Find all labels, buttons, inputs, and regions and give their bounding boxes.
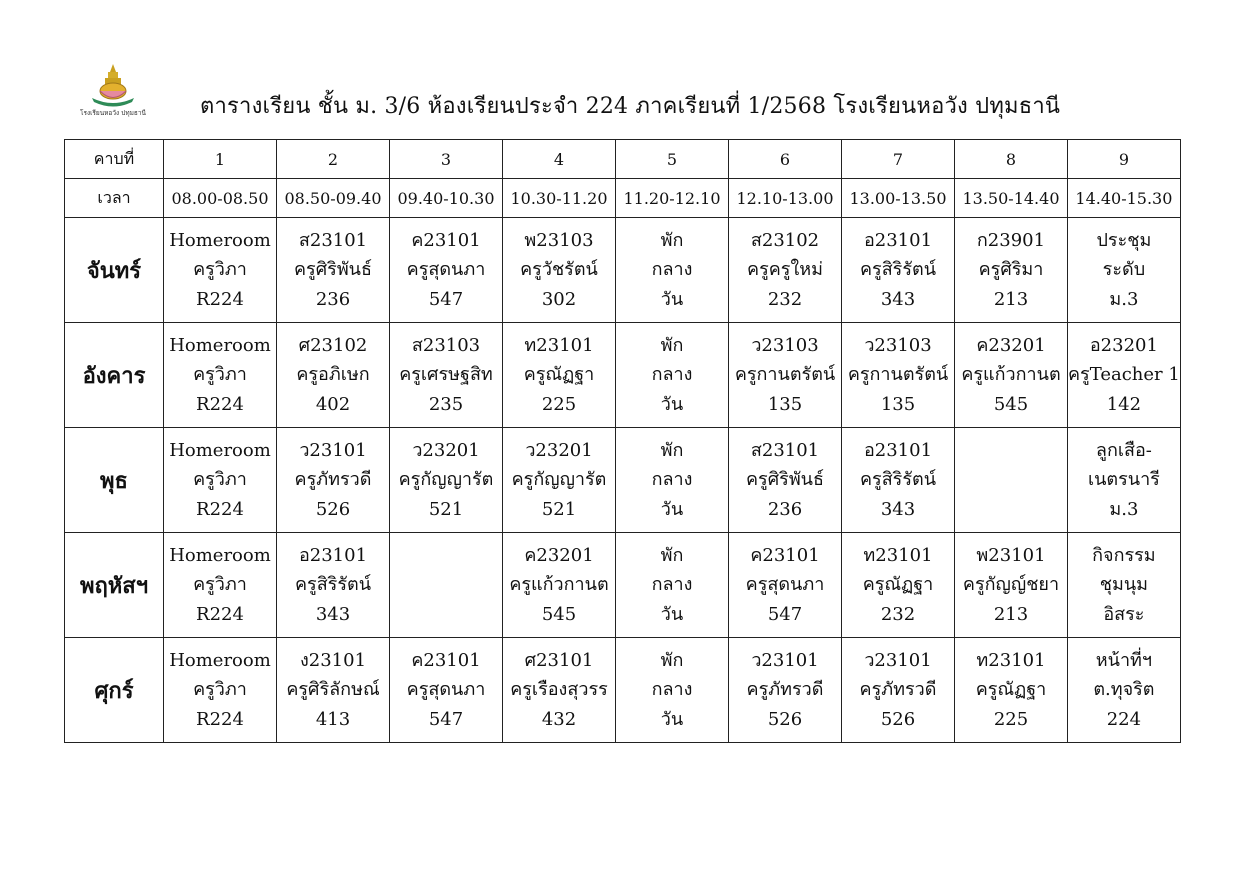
school-logo	[78, 60, 148, 118]
teacher-name: ครูเรืองสุวรร	[510, 679, 608, 701]
time-slot: 08.00-08.50	[164, 179, 277, 218]
teacher-name: ครูวิภา	[193, 469, 247, 491]
page-title: ตารางเรียน ชั้น ม. 3/6 ห้องเรียนประจำ 224 ภาคเรียนที่ 1/2568 โรงเรียนหอวัง ปทุมธานี	[200, 94, 1061, 119]
teacher-name	[955, 465, 1067, 495]
teacher-name: ครูสุดนภา	[745, 574, 825, 596]
subject-code: ว23103	[864, 334, 932, 356]
room-number: R224	[196, 498, 244, 520]
class-cell	[842, 323, 955, 428]
subject-code: ท23101	[524, 334, 594, 356]
day-row	[65, 323, 1181, 428]
time-slot: 13.50-14.40	[955, 179, 1068, 218]
room-number: 547	[428, 708, 464, 730]
class-cell	[616, 323, 729, 428]
class-cell	[729, 638, 842, 743]
subject-code: ง23101	[299, 649, 367, 671]
class-cell	[616, 428, 729, 533]
time-header: เวลา	[65, 179, 164, 218]
subject-code: ท23101	[863, 544, 933, 566]
teacher-name: ครูศิริมา	[978, 259, 1044, 281]
room-number: 135	[767, 393, 803, 415]
subject-code: ค23101	[411, 229, 481, 251]
room-number: 232	[767, 288, 803, 310]
subject-code: ค23101	[411, 649, 481, 671]
subject-code: ท23101	[976, 649, 1046, 671]
teacher-name: ครูสิริรัตน์	[294, 574, 372, 596]
teacher-name: ครูสุดนภา	[406, 679, 486, 701]
subject-code: ส23101	[298, 229, 368, 251]
subject-code: ว23101	[751, 649, 819, 671]
class-cell	[390, 533, 503, 638]
subject-code: พัก	[660, 544, 684, 566]
teacher-name: ครูกานตรัตน์	[847, 364, 949, 386]
class-cell	[390, 638, 503, 743]
subject-code: ประชุม	[1096, 229, 1152, 251]
subject-code: ว23101	[864, 649, 932, 671]
period-number: 8	[955, 140, 1068, 179]
subject-code: พ23103	[524, 229, 594, 251]
room-number: 142	[1106, 393, 1142, 415]
class-cell	[277, 218, 390, 323]
room-number: อิสระ	[1103, 603, 1145, 625]
teacher-name: ครูTeacher 1	[1068, 364, 1180, 386]
subject-code	[390, 541, 502, 571]
subject-code: ส23103	[411, 334, 481, 356]
logo-caption: โรงเรียนหอวัง ปทุมธานี	[80, 109, 146, 117]
subject-code: พัก	[660, 334, 684, 356]
teacher-name: ครูศิริพันธ์	[746, 469, 824, 491]
class-cell	[955, 428, 1068, 533]
subject-code: ว23201	[412, 439, 480, 461]
subject-code: Homeroom	[169, 334, 271, 356]
time-slot: 12.10-13.00	[729, 179, 842, 218]
room-number: 343	[880, 288, 916, 310]
class-cell	[729, 323, 842, 428]
class-cell	[616, 638, 729, 743]
room-number: 547	[767, 603, 803, 625]
room-number: 302	[541, 288, 577, 310]
day-row	[65, 218, 1181, 323]
room-number: 521	[541, 498, 577, 520]
teacher-name: ครูภัทรวดี	[294, 469, 372, 491]
subject-code: ศ23101	[524, 649, 594, 671]
teacher-name: ครูณัฏฐา	[523, 364, 595, 386]
subject-code: ค23201	[524, 544, 594, 566]
teacher-name: ระดับ	[1102, 259, 1146, 281]
room-number: 545	[993, 393, 1029, 415]
room-number: 135	[880, 393, 916, 415]
teacher-name: ครูวิภา	[193, 364, 247, 386]
class-cell	[277, 323, 390, 428]
subject-code: Homeroom	[169, 649, 271, 671]
room-number: 547	[428, 288, 464, 310]
class-cell	[729, 218, 842, 323]
subject-code: อ23101	[863, 439, 933, 461]
room-number: 521	[428, 498, 464, 520]
room-number: 545	[541, 603, 577, 625]
teacher-name: กลาง	[651, 574, 693, 596]
time-row	[65, 179, 1181, 218]
class-cell	[1068, 323, 1181, 428]
room-number: R224	[196, 708, 244, 730]
subject-code: อ23201	[1089, 334, 1158, 356]
subject-code: ว23103	[751, 334, 819, 356]
class-cell	[955, 218, 1068, 323]
class-cell	[390, 218, 503, 323]
teacher-name: ครูกัญญารัต	[398, 469, 494, 491]
day-name: พฤหัสฯ	[65, 533, 164, 638]
subject-code: ส23102	[750, 229, 820, 251]
subject-code: Homeroom	[169, 229, 271, 251]
teacher-name: ครูสุดนภา	[406, 259, 486, 281]
class-cell	[503, 428, 616, 533]
period-header: คาบที่	[65, 140, 164, 179]
class-cell	[1068, 428, 1181, 533]
time-slot: 08.50-09.40	[277, 179, 390, 218]
period-row	[65, 140, 1181, 179]
room-number: 235	[428, 393, 464, 415]
day-name: จันทร์	[65, 218, 164, 323]
period-number: 4	[503, 140, 616, 179]
subject-code: ว23201	[525, 439, 593, 461]
subject-code: ส23101	[750, 439, 820, 461]
subject-code: พัก	[660, 439, 684, 461]
subject-code: อ23101	[863, 229, 933, 251]
teacher-name: ครูวัชรัตน์	[520, 259, 598, 281]
room-number: วัน	[660, 288, 684, 310]
teacher-name: ครูศิริลักษณ์	[286, 679, 380, 701]
room-number: 343	[880, 498, 916, 520]
subject-code: ลูกเสือ-	[1095, 439, 1152, 461]
class-cell	[277, 638, 390, 743]
subject-code: Homeroom	[169, 439, 271, 461]
class-cell	[277, 428, 390, 533]
teacher-name: กลาง	[651, 259, 693, 281]
subject-code: ก23901	[976, 229, 1046, 251]
teacher-name	[390, 570, 502, 600]
teacher-name: ครูสิริรัตน์	[859, 469, 937, 491]
class-cell	[164, 218, 277, 323]
class-cell	[955, 533, 1068, 638]
subject-code: พัก	[660, 649, 684, 671]
day-name: ศุกร์	[65, 638, 164, 743]
room-number: 432	[541, 708, 577, 730]
class-cell	[503, 218, 616, 323]
class-cell	[503, 533, 616, 638]
class-cell	[955, 638, 1068, 743]
teacher-name: ครูสิริรัตน์	[859, 259, 937, 281]
subject-code: ค23201	[976, 334, 1046, 356]
day-name: อังคาร	[65, 323, 164, 428]
class-cell	[842, 218, 955, 323]
room-number: R224	[196, 393, 244, 415]
day-row	[65, 638, 1181, 743]
teacher-name: ครูเศรษฐสิท	[399, 364, 493, 386]
teacher-name: ครูวิภา	[193, 259, 247, 281]
time-slot: 13.00-13.50	[842, 179, 955, 218]
subject-code: หน้าที่ฯ	[1095, 649, 1153, 671]
room-number: 402	[315, 393, 351, 415]
schedule-table	[64, 139, 1181, 743]
room-number: วัน	[660, 393, 684, 415]
period-number: 9	[1068, 140, 1181, 179]
class-cell	[390, 428, 503, 533]
period-number: 1	[164, 140, 277, 179]
day-name: พุธ	[65, 428, 164, 533]
subject-code: Homeroom	[169, 544, 271, 566]
class-cell	[955, 323, 1068, 428]
class-cell	[164, 638, 277, 743]
teacher-name: ครูกัญญารัต	[511, 469, 607, 491]
teacher-name: ครูแก้วกานต	[961, 364, 1061, 386]
teacher-name: เนตรนารี	[1087, 469, 1160, 491]
class-cell	[729, 533, 842, 638]
period-number: 7	[842, 140, 955, 179]
period-number: 2	[277, 140, 390, 179]
class-cell	[164, 533, 277, 638]
room-number: 526	[315, 498, 351, 520]
room-number: วัน	[660, 708, 684, 730]
room-number: 526	[767, 708, 803, 730]
teacher-name: กลาง	[651, 364, 693, 386]
teacher-name: ครูภัทรวดี	[859, 679, 937, 701]
class-cell	[164, 428, 277, 533]
teacher-name: ครูกัญญ์ชยา	[962, 574, 1060, 596]
teacher-name: ชุมนุม	[1099, 574, 1149, 596]
teacher-name: ต.ทุจริต	[1093, 679, 1155, 701]
teacher-name: ครูภัทรวดี	[746, 679, 824, 701]
room-number: 343	[315, 603, 351, 625]
room-number: 225	[541, 393, 577, 415]
class-cell	[503, 638, 616, 743]
teacher-name: ครูวิภา	[193, 679, 247, 701]
room-number: 213	[993, 288, 1029, 310]
room-number: 224	[1106, 708, 1142, 730]
time-slot: 09.40-10.30	[390, 179, 503, 218]
teacher-name: กลาง	[651, 469, 693, 491]
room-number: ม.3	[1109, 498, 1139, 520]
subject-code: กิจกรรม	[1092, 544, 1156, 566]
room-number: R224	[196, 288, 244, 310]
period-number: 5	[616, 140, 729, 179]
room-number: ม.3	[1109, 288, 1139, 310]
teacher-name: ครูณัฏฐา	[975, 679, 1047, 701]
teacher-name: ครูแก้วกานต	[509, 574, 609, 596]
class-cell	[390, 323, 503, 428]
room-number: 225	[993, 708, 1029, 730]
room-number: 236	[315, 288, 351, 310]
room-number: วัน	[660, 498, 684, 520]
subject-code: ว23101	[299, 439, 367, 461]
room-number: 526	[880, 708, 916, 730]
class-cell	[503, 323, 616, 428]
subject-code: อ23101	[298, 544, 368, 566]
class-cell	[842, 638, 955, 743]
period-number: 3	[390, 140, 503, 179]
class-cell	[164, 323, 277, 428]
room-number: 213	[993, 603, 1029, 625]
class-cell	[1068, 638, 1181, 743]
class-cell	[1068, 533, 1181, 638]
class-cell	[616, 533, 729, 638]
room-number: 232	[880, 603, 916, 625]
period-number: 6	[729, 140, 842, 179]
teacher-name: ครูครูใหม่	[747, 259, 823, 281]
subject-code: พ23101	[976, 544, 1046, 566]
room-number	[390, 600, 502, 630]
class-cell	[842, 533, 955, 638]
subject-code: พัก	[660, 229, 684, 251]
class-cell	[842, 428, 955, 533]
subject-code	[955, 436, 1067, 466]
room-number	[955, 495, 1067, 525]
time-slot: 10.30-11.20	[503, 179, 616, 218]
class-cell	[729, 428, 842, 533]
room-number: R224	[196, 603, 244, 625]
teacher-name: ครูณัฏฐา	[862, 574, 934, 596]
teacher-name: ครูอภิเษก	[296, 364, 370, 386]
subject-code: ศ23102	[298, 334, 368, 356]
day-row	[65, 533, 1181, 638]
time-slot: 14.40-15.30	[1068, 179, 1181, 218]
class-cell	[616, 218, 729, 323]
class-cell	[1068, 218, 1181, 323]
teacher-name: ครูกานตรัตน์	[734, 364, 836, 386]
class-cell	[277, 533, 390, 638]
teacher-name: กลาง	[651, 679, 693, 701]
room-number: 413	[315, 708, 351, 730]
room-number: 236	[767, 498, 803, 520]
time-slot: 11.20-12.10	[616, 179, 729, 218]
day-row	[65, 428, 1181, 533]
room-number: วัน	[660, 603, 684, 625]
teacher-name: ครูวิภา	[193, 574, 247, 596]
teacher-name: ครูศิริพันธ์	[294, 259, 372, 281]
subject-code: ค23101	[750, 544, 820, 566]
